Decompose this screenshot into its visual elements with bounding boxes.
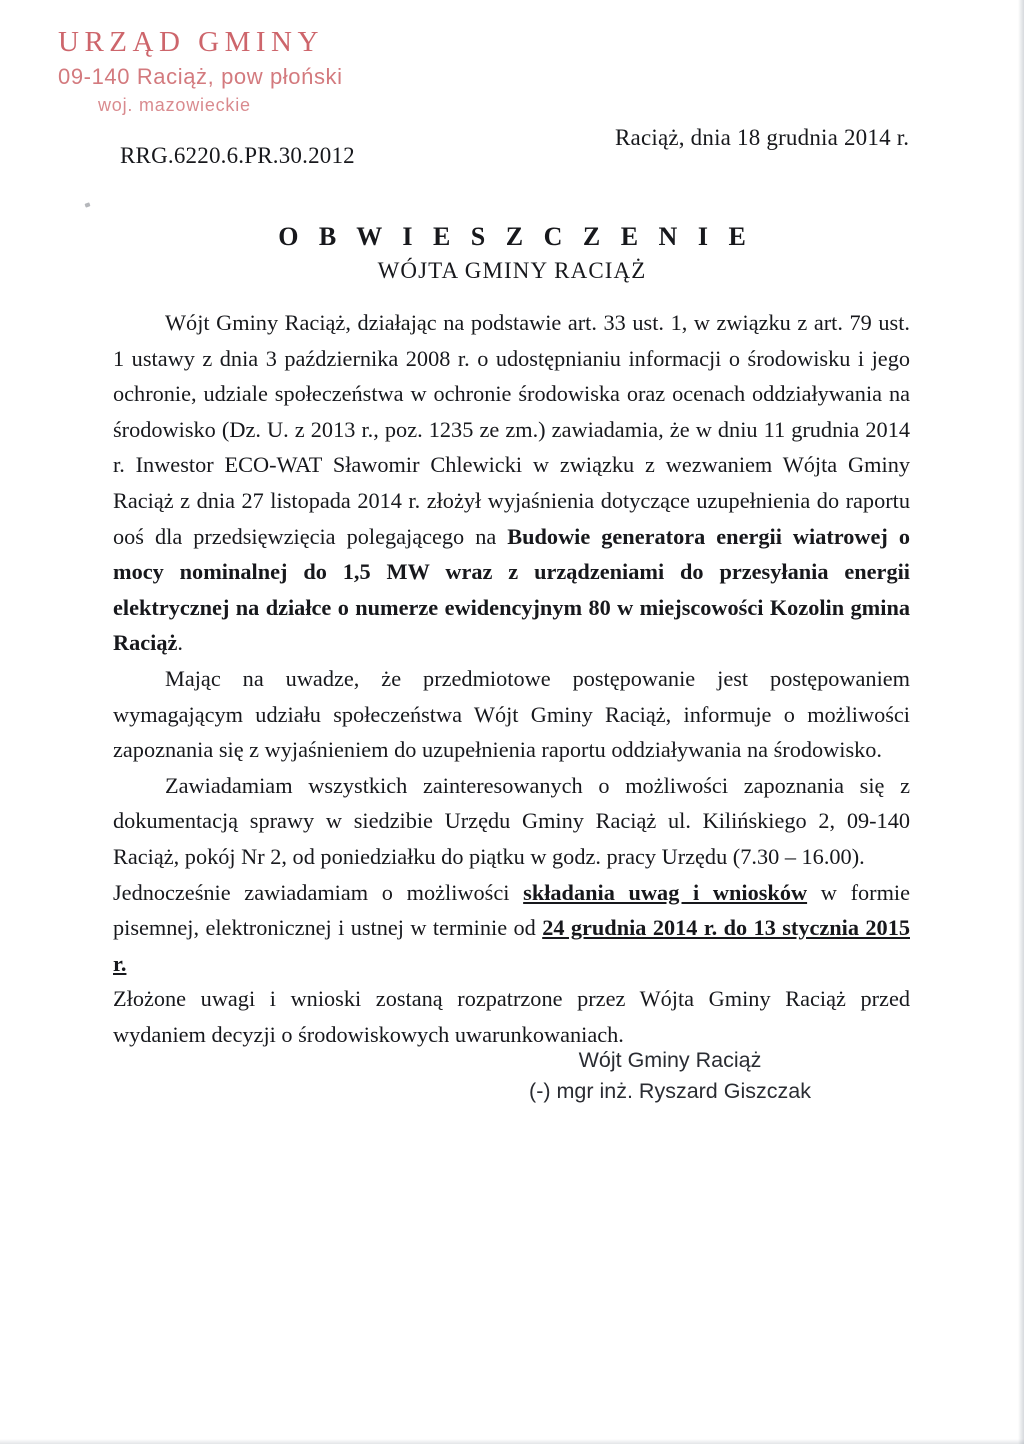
signature-name: (-) mgr inż. Ryszard Giszczak [529,1079,811,1103]
page-edge-shadow [0,1439,1024,1444]
scan-artifact-speck [84,202,90,207]
signature-position: Wójt Gminy Raciąż [578,1048,762,1072]
document-body [113,305,910,1052]
paragraph-1 [113,305,910,661]
document-title-block [0,222,1024,284]
paragraph-2: Mając na uwadze, że przedmiotowe postępowanie jest postępowaniem wymagającym udziału społeczeństwa Wójt Gminy Raciąż, informuje o możliwości zapoznania się z wyjaśnieniem do uzupełnienia raportu oddziaływania na środowisko. [113,665,910,763]
paragraph-3: Zawiadamiam wszystkich zainteresowanych o możliwości zapoznania się z dokumentacją sprawy w siedzibie Urzędu Gminy Raciąż ul. Kilińskiego 2, 09-140 Raciąż, pokój Nr 2, od poniedziałku do piątku w godz. pracy Urzędu (7.30 – 16.00). [113,772,910,869]
paragraph-1-project-name: Budowie generatora energii wiatrowej o mocy nominalnej do 1,5 MW wraz z urządzeniami do przesyłania energii elektrycznej na działce o numerze ewidencyjnym 80 w miejscowości Kozolin gmina Raciąż [113,523,910,656]
paragraph-4-intro: Jednocześnie zawiadamiam o możliwości [113,879,524,905]
paragraph-5: Złożone uwagi i wnioski zostaną rozpatrzone przez Wójta Gminy Raciąż przed wydaniem decyzji o środowiskowych uwarunkowaniach. [113,986,910,1047]
paragraph-4 [113,875,910,982]
page-subtitle: WÓJTA GMINY RACIĄŻ [377,258,647,283]
office-stamp [58,28,343,114]
paragraph-1-intro: Wójt Gminy Raciąż, działając na podstawie art. 33 ust. 1, w związku z art. 79 ust. 1 ustawy z dnia 3 października 2008 r. o udostępnianiu informacji o środowisku i jego ochronie, udziale społeczeństwa w ochronie środowiska oraz ocenach oddziaływania na środowisko (Dz. U. z 2013 r., poz. 1235 ze zm.) zawiadamia, że w dniu 11 grudnia 2014 r. Inwestor ECO-WAT Sławomir Chlewicki w związku z wezwaniem Wójta Gminy Raciąż z dnia 27 listopada 2014 r. złożył wyjaśnienia dotyczące uzupełnienia do raportu ooś dla przedsięwzięcia polegającego na [113,310,910,549]
stamp-voivodeship-line: woj. mazowieckie [98,95,251,115]
page-title: O B W I E S Z C Z E N I E [278,222,753,251]
paragraph-4-emphasis-deadline: 24 grudnia 2014 r. do 13 stycznia 2015 r. [113,915,910,976]
paragraph-1-end: . [177,630,183,656]
reference-number: RRG.6220.6.PR.30.2012 [120,143,355,168]
place-and-date: Raciąż, dnia 18 grudnia 2014 r. [615,125,910,150]
stamp-office-name: URZĄD GMINY [58,26,324,58]
signature-block [430,1045,910,1107]
stamp-address-line: 09-140 Raciąż, pow płoński [58,64,343,89]
paragraph-4-emphasis-submissions: składania uwag i wniosków [523,879,808,905]
paragraph-4-middle: w formie pisemnej, elektronicznej i ustnej w terminie od [113,879,911,941]
